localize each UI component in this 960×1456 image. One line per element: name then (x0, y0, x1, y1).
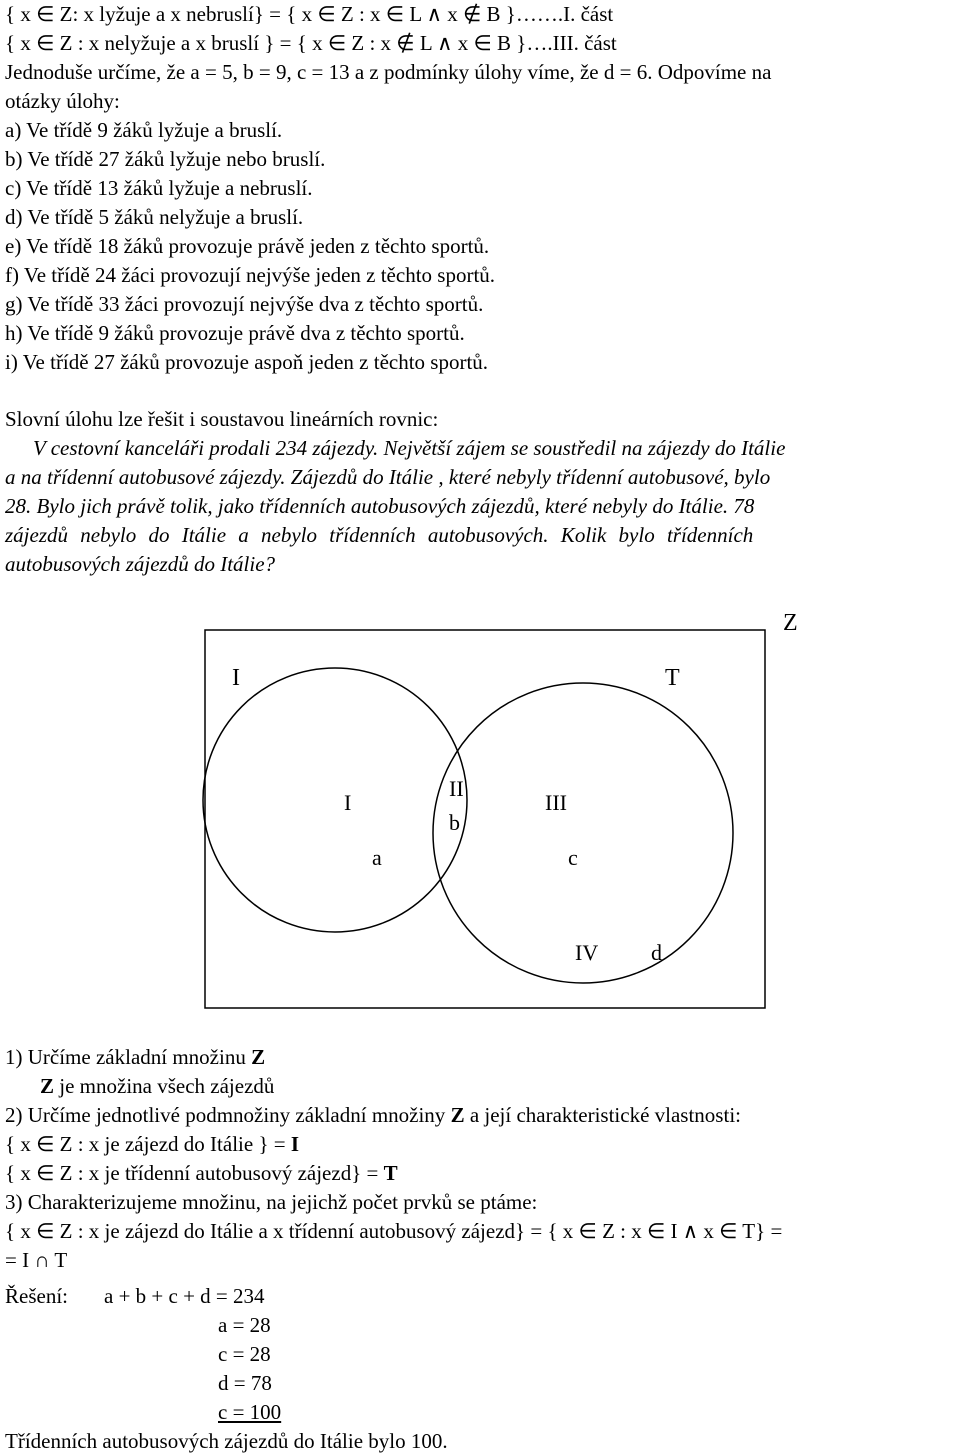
problem-text-line-3: 28. Bylo jich právě tolik, jako třídenních autobusových zájezdů, které nebyly do Itálie. 78 (5, 494, 755, 518)
equation-1: a + b + c + d = 234 (104, 1284, 265, 1308)
step-1 (5, 1043, 265, 1072)
step-1-bold: Z (251, 1045, 266, 1069)
answer-b: b) Ve třídě 27 žáků lyžuje nebo bruslí. (5, 147, 326, 171)
step-1b-text: je množina všech zájezdů (54, 1074, 275, 1098)
problem-text-line-2: a na třídenní autobusové zájezdy. Zájezdů do Itálie , které nebyly třídenní autobusové, bylo (5, 465, 771, 489)
set-t-definition (5, 1159, 398, 1188)
step-2-bold: Z (450, 1103, 465, 1127)
var-c-label: c (568, 845, 578, 870)
step-2 (5, 1101, 741, 1130)
region-3-label: III (545, 790, 567, 815)
region-4-label: IV (575, 940, 599, 965)
answer-g: g) Ve třídě 33 žáci provozují nejvýše dva z těchto sportů. (5, 292, 484, 316)
intersection-result: = I ∩ T (5, 1248, 68, 1272)
set-i-circle (203, 668, 467, 932)
problem-text-line-1: V cestovní kanceláři prodali 234 zájezdy. Největší zájem se soustředil na zájezdy do Itálie (33, 436, 786, 460)
answer-d: d) Ve třídě 5 žáků nelyžuje a bruslí. (5, 205, 304, 229)
set-i-definition-bold: I (290, 1132, 300, 1156)
problem-text-line-4: zájezdů nebylo do Itálie a nebylo třídenních autobusových. Kolik bylo třídenních (5, 523, 754, 547)
region-2-label: II (449, 776, 464, 801)
universe-label: Z (783, 610, 798, 636)
step-2-end: a její charakteristické vlastnosti: (464, 1103, 741, 1127)
set-t-circle (433, 683, 733, 983)
set-t-definition-text: { x ∈ Z : x je třídenní autobusový zájezd} = (5, 1161, 379, 1185)
answer-a: a) Ve třídě 9 žáků lyžuje a bruslí. (5, 118, 283, 142)
step-1-text: 1) Určíme základní množinu (5, 1045, 246, 1069)
problem-intro: Slovní úlohu lze řešit i soustavou lineárních rovnic: (5, 407, 439, 431)
set-t-definition-bold: T (383, 1161, 398, 1185)
set-definition-line-1: { x ∈ Z: x lyžuje a x nebruslí} = { x ∈ Z : x ∈ L ∧ x ∉ B }…….I. část (5, 2, 614, 26)
equation-5: c = 100 (218, 1400, 282, 1424)
step-1b (40, 1072, 274, 1101)
step-1b-bold: Z (40, 1074, 55, 1098)
intersection-definition: { x ∈ Z : x je zájezd do Itálie a x třídenní autobusový zájezd} = { x ∈ Z : x ∈ I ∧ x ∈ T} = (5, 1219, 783, 1243)
equation-4: d = 78 (218, 1371, 272, 1395)
equation-2: a = 28 (218, 1313, 271, 1337)
answer-f: f) Ve třídě 24 žáci provozují nejvýše jeden z těchto sportů. (5, 263, 496, 287)
var-a-label: a (372, 845, 382, 870)
var-d-label: d (651, 940, 662, 965)
step-3: 3) Charakterizujeme množinu, na jejichž počet prvků se ptáme: (5, 1190, 538, 1214)
problem-text-line-5: autobusových zájezdů do Itálie? (5, 552, 276, 576)
set-i-label: I (232, 665, 240, 691)
answer-c: c) Ve třídě 13 žáků lyžuje a nebruslí. (5, 176, 313, 200)
answer-e: e) Ve třídě 18 žáků provozuje právě jeden z těchto sportů. (5, 234, 490, 258)
final-answer: Třídenních autobusových zájezdů do Itálie bylo 100. (5, 1429, 448, 1453)
step-2-text: 2) Určíme jednotlivé podmnožiny základní množiny (5, 1103, 446, 1127)
set-i-definition-text: { x ∈ Z : x je zájezd do Itálie } = (5, 1132, 286, 1156)
var-b-label: b (449, 810, 460, 835)
universe-rectangle (205, 630, 765, 1008)
venn-diagram (0, 600, 960, 1020)
reseni-label: Řešení: (5, 1284, 68, 1308)
intro-line: Jednoduše určíme, že a = 5, b = 9, c = 13 a z podmínky úlohy víme, že d = 6. Odpovíme na (5, 60, 772, 84)
set-i-definition (5, 1130, 299, 1159)
intro-line-2: otázky úlohy: (5, 89, 120, 113)
region-1-label: I (344, 790, 352, 815)
answer-h: h) Ve třídě 9 žáků provozuje právě dva z těchto sportů. (5, 321, 465, 345)
set-definition-line-2: { x ∈ Z : x nelyžuje a x bruslí } = { x ∈ Z : x ∉ L ∧ x ∈ B }….III. část (5, 31, 617, 55)
answer-i: i) Ve třídě 27 žáků provozuje aspoň jeden z těchto sportů. (5, 350, 489, 374)
set-t-label: T (665, 665, 680, 691)
equation-3: c = 28 (218, 1342, 271, 1366)
